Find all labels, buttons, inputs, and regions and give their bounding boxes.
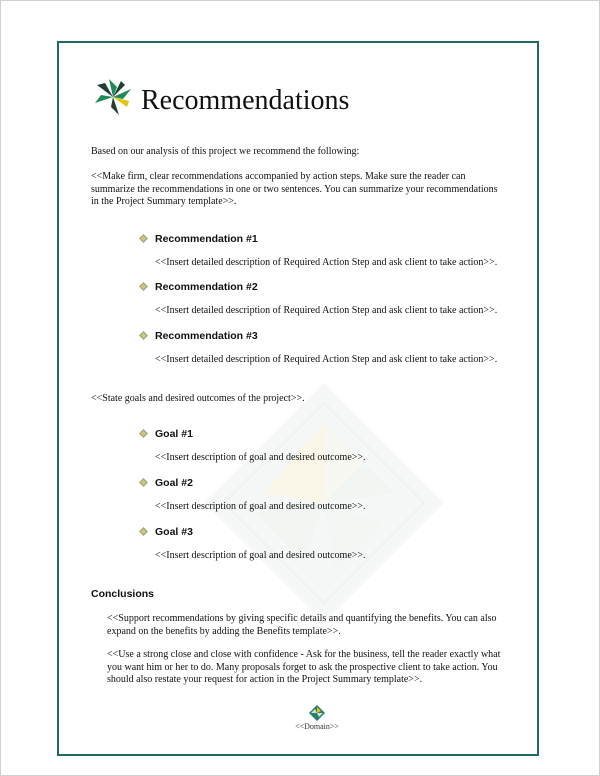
instruction-text: <<Make firm, clear recommendations accompanied by action steps. Make sure the reader can summarize the recommendations in one or two sentences. You can summarize your recommendations in the Project Summary template>>. bbox=[91, 171, 498, 207]
recommendation-text: <<Insert detailed description of Required Action Step and ask client to take action>>. bbox=[155, 257, 498, 268]
recommendation-heading: Recommendation #3 bbox=[155, 330, 258, 342]
page-title: Recommendations bbox=[141, 85, 350, 116]
recommendation-heading: Recommendation #2 bbox=[155, 281, 258, 293]
recommendation-text: <<Insert detailed description of Required Action Step and ask client to take action>>. bbox=[155, 305, 498, 316]
recommendation-text: <<Insert detailed description of Required Action Step and ask client to take action>>. bbox=[155, 354, 498, 365]
goal-heading: Goal #1 bbox=[155, 428, 193, 440]
goal-text: <<Insert description of goal and desired outcome>>. bbox=[155, 452, 366, 463]
diamond-bullet-icon bbox=[139, 282, 148, 291]
conclusions-paragraph: <<Support recommendations by giving specific details and quantifying the benefits. You can also expand on the benefits by adding the Benefits template>>. bbox=[107, 613, 497, 637]
logo-pinwheel-icon bbox=[91, 77, 135, 117]
goal-heading: Goal #3 bbox=[155, 526, 193, 538]
diamond-bullet-icon bbox=[139, 331, 148, 340]
recommendation-heading: Recommendation #1 bbox=[155, 233, 258, 245]
conclusions-paragraph: <<Use a strong close and close with confidence - Ask for the business, tell the reader exactly what you want him or her to do. Many proposals forget to ask the prospective client to take action. You should also restate your request for action in the Project Summary template>>. bbox=[107, 649, 501, 685]
goals-intro-text: <<State goals and desired outcomes of the project>>. bbox=[91, 393, 305, 404]
goal-text: <<Insert description of goal and desired outcome>>. bbox=[155, 550, 366, 561]
intro-text: Based on our analysis of this project we recommend the following: bbox=[91, 146, 360, 157]
footer-pinwheel-icon bbox=[309, 705, 325, 721]
diamond-bullet-icon bbox=[139, 527, 148, 536]
diamond-bullet-icon bbox=[139, 234, 148, 243]
page-border bbox=[57, 41, 539, 756]
goal-heading: Goal #2 bbox=[155, 477, 193, 489]
diamond-bullet-icon bbox=[139, 429, 148, 438]
goal-text: <<Insert description of goal and desired outcome>>. bbox=[155, 501, 366, 512]
footer-domain-label: <<Domain>> bbox=[295, 722, 339, 731]
diamond-bullet-icon bbox=[139, 478, 148, 487]
conclusions-heading: Conclusions bbox=[91, 588, 155, 600]
